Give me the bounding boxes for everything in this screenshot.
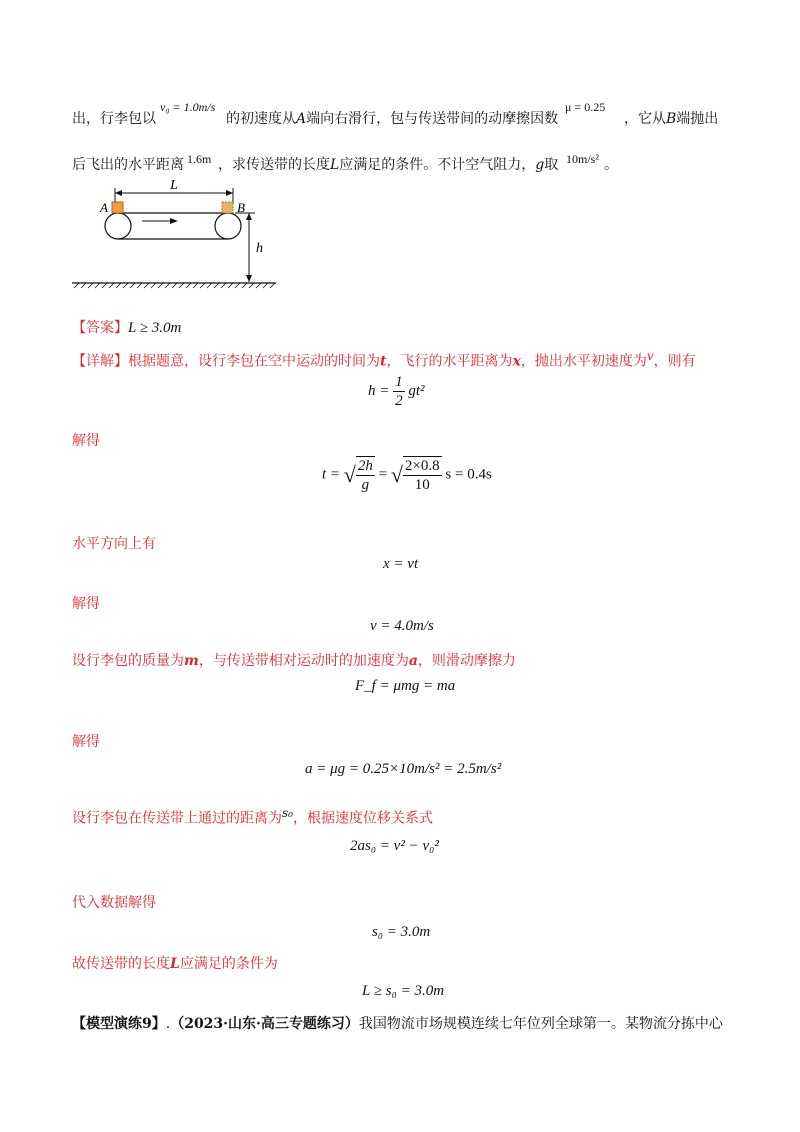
left-roller bbox=[105, 213, 131, 239]
luggage-box-b bbox=[222, 202, 233, 213]
equation-s0: s₀ = 3.0m bbox=[372, 924, 431, 940]
equation-x: x = vt bbox=[383, 556, 419, 572]
answer-tag: 【答案】 bbox=[72, 320, 128, 336]
solve-label-3: 解得 bbox=[72, 734, 100, 750]
substitute-line: 代入数据解得 bbox=[72, 895, 156, 911]
equation-acceleration: a = μg = 0.25×10m/s² = 2.5m/s² bbox=[305, 761, 502, 777]
detail-tag: 【详解】 bbox=[72, 353, 128, 370]
condition-line: 故传送带的长度L应满足的条件为 bbox=[72, 956, 278, 972]
distance-expression: 1.6m bbox=[187, 152, 212, 166]
answer-value: L ≥ 3.0m bbox=[128, 320, 182, 336]
g-expression: 10m/s² bbox=[566, 152, 599, 166]
ground-hatching bbox=[74, 283, 275, 288]
detail-intro: 【详解】根据题意，设行李包在空中运动的时间为t，飞行的水平距离为x，抛出水平初速度为v，则有 bbox=[72, 349, 696, 370]
problem-line-1c: ，它从B端抛出 bbox=[624, 111, 719, 127]
solve-label-2: 解得 bbox=[72, 596, 100, 612]
label-h: h bbox=[256, 241, 263, 256]
direction-arrowhead bbox=[170, 218, 178, 224]
equation-height: h = $\frac{1}{2}$ gt² bbox=[368, 374, 425, 409]
distance-line: 设行李包在传送带上通过的距离为s₀，根据速度位移关系式 bbox=[72, 806, 433, 827]
height-arrow-top bbox=[246, 213, 252, 220]
v0-expression: v₀ = 1.0m/s bbox=[160, 100, 216, 114]
problem-line-2-end: 。 bbox=[604, 157, 618, 173]
problem-line-2: 后飞出的水平距离 bbox=[72, 157, 184, 173]
length-arrow-left bbox=[115, 190, 122, 196]
equation-v: v = 4.0m/s bbox=[370, 618, 434, 634]
model-exercise-tag: 【模型演练9】 bbox=[72, 1016, 166, 1032]
luggage-box-a bbox=[112, 202, 123, 213]
equation-velocity-displacement: 2as₀ = v² − v₀² bbox=[350, 838, 439, 854]
solve-label-1: 解得 bbox=[72, 433, 100, 449]
label-L: L bbox=[170, 178, 178, 193]
label-B: B bbox=[237, 200, 245, 215]
problem-line-1: 出，行李包以 bbox=[72, 111, 156, 127]
answer-line bbox=[72, 319, 181, 337]
equation-condition: L ≥ s₀ = 3.0m bbox=[362, 983, 445, 999]
right-roller bbox=[215, 213, 241, 239]
problem-line-2b: ，求传送带的长度L应满足的条件。不计空气阻力，g取 bbox=[218, 157, 559, 173]
equation-time: t = √ $\frac{2h}{g}$ = √ $\frac{2\times 0.8}{10}$ s = 0.4s bbox=[322, 458, 492, 493]
horizontal-label: 水平方向上有 bbox=[72, 536, 156, 552]
height-arrow-bottom bbox=[246, 275, 252, 282]
equation-friction: F_f = μmg = ma bbox=[355, 678, 456, 694]
mu-expression: μ = 0.25 bbox=[565, 100, 606, 114]
problem-line-1b: 的初速度从A端向右滑行，包与传送带间的动摩擦因数 bbox=[226, 111, 559, 127]
next-problem-line: 【模型演练9】.（2023·山东·高三专题练习）我国物流市场规模连续七年位列全球第一。某物流分拣中心 bbox=[72, 1016, 723, 1032]
problem-source: （2023·山东·高三专题练习） bbox=[170, 1016, 359, 1032]
length-arrow-right bbox=[226, 190, 233, 196]
conveyor-belt-figure bbox=[70, 175, 280, 295]
label-A: A bbox=[100, 200, 108, 215]
mass-line: 设行李包的质量为m，与传送带相对运动时的加速度为a，则滑动摩擦力 bbox=[72, 653, 516, 669]
